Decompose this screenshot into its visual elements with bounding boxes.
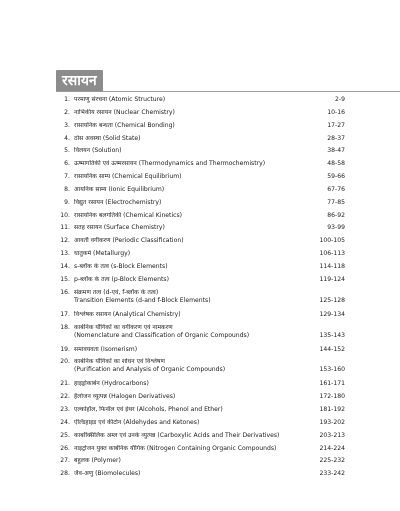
entry-number: 25.	[60, 431, 70, 439]
entry-number: 13.	[60, 250, 70, 258]
entry-number: 26.	[60, 444, 70, 452]
entry-page-range: 38-47	[327, 147, 345, 155]
entry-title	[74, 393, 305, 401]
toc-entry[interactable]	[58, 109, 345, 122]
entry-title-line: आवर्ती वर्गीकरण (Periodic Classification)	[74, 237, 184, 245]
entry-title-line: रासायनिक साम्य (Chemical Equilibrium)	[74, 173, 182, 181]
entry-title-line: बहुलक (Polymer)	[74, 457, 121, 465]
entry-page-range: 181-192	[319, 406, 345, 414]
entry-title	[74, 470, 305, 478]
section-heading	[56, 70, 400, 92]
entry-title	[74, 250, 305, 258]
entry-title-line: कार्बनिक यौगिकों का शोधन एवं विश्लेषण	[74, 358, 165, 366]
entry-number: 2.	[64, 108, 70, 116]
entry-title-line: (Purification and Analysis of Organic Compounds)	[74, 366, 226, 374]
toc-entry[interactable]	[58, 470, 345, 483]
entry-title	[74, 406, 305, 414]
table-of-contents	[58, 96, 345, 483]
entry-page-range: 10-16	[327, 108, 345, 116]
entry-title	[74, 324, 305, 340]
entry-title	[74, 237, 305, 245]
entry-number: 17.	[60, 310, 70, 318]
entry-title-line: s-ब्लॉक के तत्व (s-Block Elements)	[74, 262, 168, 270]
entry-page-range: 144-152	[319, 345, 345, 353]
entry-title-line: एल्कोहॉल, फिनॉल एवं ईथर (Alcohols, Phenol and Ether)	[74, 406, 223, 414]
entry-number: 4.	[64, 134, 70, 142]
entry-title	[74, 358, 305, 374]
entry-page-range: 203-213	[319, 431, 345, 439]
entry-page-range: 100-105	[319, 237, 345, 245]
entry-title-line: विलयन (Solution)	[74, 147, 122, 155]
toc-entry[interactable]	[58, 263, 345, 276]
toc-entry[interactable]	[58, 380, 345, 393]
entry-title-line: नाभिकीय रसायन (Nuclear Chemistry)	[74, 108, 175, 116]
entry-title	[74, 173, 305, 181]
toc-entry[interactable]	[58, 432, 345, 445]
entry-page-range: 161-171	[319, 380, 345, 388]
entry-number: 7.	[64, 173, 70, 181]
entry-title-line: रासायनिक बन्धता (Chemical Bonding)	[74, 121, 175, 129]
entry-number: 28.	[60, 470, 70, 478]
entry-number: 22.	[60, 393, 70, 401]
entry-number: 5.	[64, 147, 70, 155]
entry-title-line: धातुकर्म (Metallurgy)	[74, 250, 131, 258]
toc-entry[interactable]	[58, 224, 345, 237]
entry-title	[74, 96, 305, 104]
entry-title-line: परमाणु संरचना (Atomic Structure)	[74, 96, 166, 103]
entry-title	[74, 186, 305, 194]
entry-page-range: 59-66	[327, 173, 345, 181]
entry-title-line: जैव-अणु (Biomolecules)	[74, 470, 141, 478]
entry-number: 15.	[60, 275, 70, 283]
section-title: रसायन	[56, 70, 103, 92]
entry-number: 27.	[60, 457, 70, 465]
entry-title	[74, 160, 305, 168]
toc-entry[interactable]	[58, 276, 345, 289]
entry-title-line: नाइट्रोजन युक्त कार्बनिक यौगिक (Nitrogen Containing Organic Compounds)	[74, 444, 277, 452]
entry-title	[74, 263, 305, 271]
toc-entry[interactable]	[58, 96, 345, 109]
entry-title	[74, 212, 305, 220]
entry-title-line: विश्लेषक रसायन (Analytical Chemistry)	[74, 310, 181, 318]
entry-page-range: 48-58	[327, 160, 345, 168]
entry-page-range: 125-128	[319, 296, 345, 304]
entry-title-line: सतह रसायन (Surface Chemistry)	[74, 224, 165, 232]
entry-title-line: कार्बोक्सिलिक अम्ल एवं उनके व्युत्पन्न (Carboxylic Acids and Their Derivatives)	[74, 431, 280, 439]
entry-title	[74, 346, 305, 354]
entry-title-line: विद्युत रसायन (Electrochemistry)	[74, 198, 162, 206]
entry-number: 18.	[60, 323, 70, 331]
entry-title	[74, 109, 305, 117]
entry-title-line: हाइड्रोकार्बन (Hydrocarbons)	[74, 380, 149, 388]
entry-page-range: 67-76	[327, 185, 345, 193]
toc-entry[interactable]	[58, 393, 345, 406]
entry-title	[74, 122, 305, 130]
entry-title-line: ऐल्डिहाइड एवं कीटोन (Aldehydes and Ketones)	[74, 418, 200, 426]
entry-page-range: 17-27	[327, 121, 345, 129]
entry-title-line: संक्रमण तत्व (d-एवं, f-ब्लॉक के तत्व)	[74, 288, 159, 296]
entry-page-range: 2-9	[335, 96, 345, 103]
entry-title	[74, 289, 305, 305]
entry-page-range: 114-118	[319, 262, 345, 270]
entry-number: 23.	[60, 406, 70, 414]
entry-page-range: 28-37	[327, 134, 345, 142]
entry-number: 19.	[60, 345, 70, 353]
entry-number: 11.	[60, 224, 70, 232]
entry-title-line: रासायनिक बलगतिकी (Chemical Kinetics)	[74, 211, 183, 219]
toc-entry[interactable]	[58, 122, 345, 135]
entry-page-range: 225-232	[319, 457, 345, 465]
entry-number: 3.	[64, 121, 70, 129]
entry-number: 12.	[60, 237, 70, 245]
toc-entry[interactable]	[58, 250, 345, 263]
toc-entry[interactable]	[58, 346, 345, 359]
entry-number: 6.	[64, 160, 70, 168]
entry-title	[74, 432, 305, 440]
entry-title	[74, 135, 305, 143]
entry-number: 9.	[64, 198, 70, 206]
entry-number: 16.	[60, 288, 70, 296]
entry-page-range: 129-134	[319, 310, 345, 318]
toc-entry[interactable]	[58, 419, 345, 432]
entry-number: 20.	[60, 358, 70, 366]
entry-number: 8.	[64, 185, 70, 193]
entry-title-line: ठोस अवस्था (Solid State)	[74, 134, 141, 142]
toc-entry[interactable]	[58, 186, 345, 199]
entry-page-range: 193-202	[319, 418, 345, 426]
entry-page-range: 106-113	[319, 250, 345, 258]
entry-number: 21.	[60, 380, 70, 388]
toc-entry[interactable]	[58, 358, 345, 380]
entry-number: 14.	[60, 262, 70, 270]
entry-title	[74, 419, 305, 427]
entry-page-range: 135-143	[319, 331, 345, 339]
entry-title	[74, 311, 305, 319]
entry-page-range: 77-85	[327, 198, 345, 206]
entry-title-line: समावयवता (Isomerism)	[74, 345, 138, 353]
entry-title-line: p-ब्लॉक के तत्व (p-Block Elements)	[74, 275, 169, 283]
toc-entry[interactable]	[58, 237, 345, 250]
entry-page-range: 153-160	[319, 366, 345, 374]
toc-entry[interactable]	[58, 324, 345, 346]
entry-title-line: हैलोजन व्युत्पन्न (Halogen Derivatives)	[74, 393, 176, 401]
entry-title-line: ऊष्मागतिकी एवं ऊष्मरसायन (Thermodynamics and Thermochemistry)	[74, 160, 266, 168]
entry-title	[74, 147, 305, 155]
toc-entry[interactable]	[58, 289, 345, 311]
toc-entry[interactable]	[58, 445, 345, 458]
toc-entry[interactable]	[58, 311, 345, 324]
entry-page-range: 119-124	[319, 275, 345, 283]
entry-page-range: 93-99	[327, 224, 345, 232]
entry-number: 1.	[64, 96, 70, 103]
toc-entry[interactable]	[58, 160, 345, 173]
entry-title	[74, 276, 305, 284]
entry-title	[74, 380, 305, 388]
heading-divider	[56, 91, 400, 92]
entry-title-line: आयनिक साम्य (Ionic Equilibrium)	[74, 185, 165, 193]
toc-entry[interactable]	[58, 173, 345, 186]
entry-page-range: 86-92	[327, 211, 345, 219]
entry-number: 24.	[60, 418, 70, 426]
entry-title	[74, 457, 305, 465]
toc-entry[interactable]	[58, 406, 345, 419]
toc-entry[interactable]	[58, 212, 345, 225]
entry-title-line: Transition Elements (d-and f-Block Elements)	[74, 296, 211, 304]
entry-title-line: (Nomenclature and Classification of Organic Compounds)	[74, 331, 250, 339]
entry-page-range: 172-180	[319, 393, 345, 401]
entry-title	[74, 199, 305, 207]
toc-entry[interactable]	[58, 147, 345, 160]
entry-number: 10.	[60, 211, 70, 219]
toc-entry[interactable]	[58, 135, 345, 148]
entry-title-line: कार्बनिक यौगिकों का वर्गीकरण एवं नामकरण	[74, 323, 173, 331]
entry-title	[74, 445, 305, 453]
entry-page-range: 214-224	[319, 444, 345, 452]
entry-title	[74, 224, 305, 232]
entry-page-range: 233-242	[319, 470, 345, 478]
toc-entry[interactable]	[58, 199, 345, 212]
toc-entry[interactable]	[58, 457, 345, 470]
